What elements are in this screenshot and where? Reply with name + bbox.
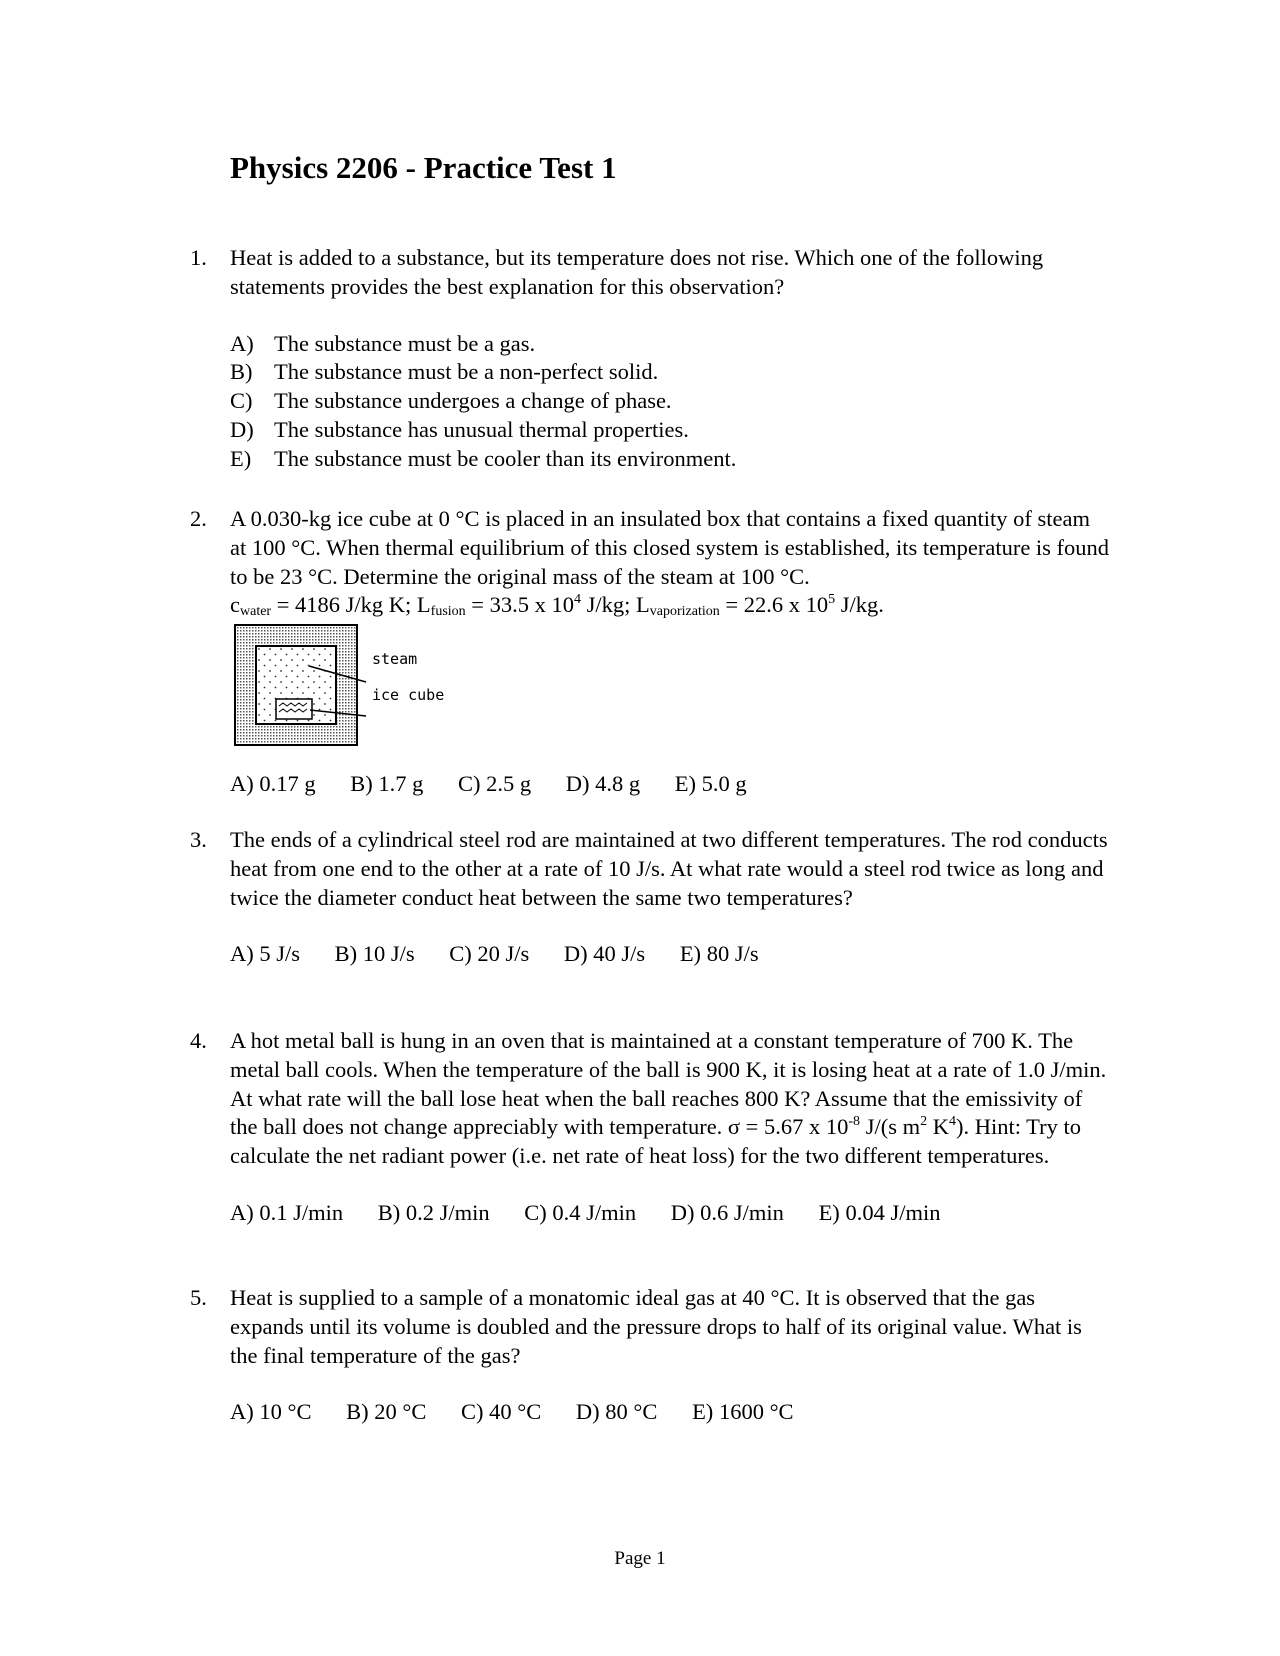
answer-option-a: A) 0.1 J/min <box>230 1199 344 1225</box>
question-2 <box>190 505 1110 620</box>
answer-option-e: E) The substance must be cooler than its environment. <box>230 445 737 471</box>
question-number: 5. <box>190 1285 207 1310</box>
question-5 <box>190 1284 1110 1427</box>
question-text: The ends of a cylindrical steel rod are maintained at two different temperatures. The rod conducts heat from one end to the other at a rate of 10 J/s. At what rate would a steel rod twice as long and twice the diameter conduct heat between the same two temperatures? <box>230 827 1108 910</box>
answer-option-a: A) The substance must be a gas. <box>230 330 536 356</box>
answer-options <box>230 330 1110 474</box>
question-text: A hot metal ball is hung in an oven that is maintained at a constant temperature of 700 K. The metal ball cools. When the temperature of the ball is 900 K, it is losing heat at a rate of 1.0 J/min. At what rate will the ball lose heat when the ball reaches 800 K? Assume that the emissivity of the ball does not change appreciably with temperature. σ = 5.67 x $10^{-8}$ J/(s $m^2$ $K^4$). Hint: Try to calculate the net radiant power (i.e. net rate of heat loss) for the two different temperatures. <box>230 1028 1107 1169</box>
question-text: A 0.030-kg ice cube at 0 °C is placed in an insulated box that contains a fixed quantity of steam at 100 °C. When thermal equilibrium of this closed system is established, its temperature is found to be 23 °C. Determine the original mass of the steam at 100 °C. <box>230 506 1110 589</box>
question-4 <box>190 1027 1110 1228</box>
answer-options <box>230 1199 1110 1228</box>
insulated-box-figure <box>234 624 464 748</box>
page-number: Page 1 <box>614 1548 666 1569</box>
answer-option-b: B) 20 °C <box>346 1399 427 1425</box>
answer-option-b: B) 0.2 J/min <box>377 1199 490 1225</box>
question-number: 1. <box>190 245 207 270</box>
answer-option-c: C) 40 °C <box>461 1399 542 1425</box>
question-1 <box>190 244 1110 474</box>
question-text: Heat is added to a substance, but its temperature does not rise. Which one of the following statements provides the best explanation for this observation? <box>230 245 1044 299</box>
answer-option-a: A) 10 °C <box>230 1399 312 1425</box>
answer-option-c: C) 2.5 g <box>458 771 532 796</box>
answer-option-a: A) 0.17 g <box>230 771 316 796</box>
answer-option-d: D) The substance has unusual thermal properties. <box>230 416 689 442</box>
answer-option-b: B) 1.7 g <box>350 771 424 796</box>
steam-label: steam <box>372 650 418 668</box>
question-number: 4. <box>190 1028 207 1053</box>
question-3 <box>190 826 1110 969</box>
answer-option-b: B) The substance must be a non-perfect solid. <box>230 359 659 385</box>
answer-option-d: D) 40 J/s <box>563 941 646 967</box>
answer-options <box>230 1398 1110 1427</box>
answer-option-e: E) 0.04 J/min <box>818 1199 941 1225</box>
answer-option-e: E) 80 J/s <box>679 941 759 967</box>
constants-line: $c_{water} = 4186$ J/kg K; $L_{fusion} = 33.5$ x $10^4$ J/kg; $L_{vaporization} = 22.6$ x $10^5$ J/kg. <box>230 592 884 620</box>
question-number: 3. <box>190 827 207 852</box>
answer-options <box>230 940 1110 969</box>
answer-option-e: E) 5.0 g <box>674 771 747 796</box>
answer-options <box>230 770 1110 799</box>
answer-option-c: C) The substance undergoes a change of phase. <box>230 388 672 414</box>
answer-option-d: D) 80 °C <box>575 1399 658 1425</box>
answer-option-d: D) 0.6 J/min <box>670 1199 784 1225</box>
answer-option-d: D) 4.8 g <box>565 771 641 796</box>
page-title: Physics 2206 - Practice Test 1 <box>230 150 617 185</box>
question-2-options <box>190 770 1110 799</box>
question-text: Heat is supplied to a sample of a monatomic ideal gas at 40 °C. It is observed that the gas expands until its volume is doubled and the pressure drops to half of its original value. What is the final temperature of the gas? <box>230 1285 1082 1368</box>
answer-option-c: C) 20 J/s <box>449 941 530 967</box>
answer-option-c: C) 0.4 J/min <box>524 1199 637 1225</box>
ice-cube-label: ice cube <box>372 686 445 704</box>
answer-option-a: A) 5 J/s <box>230 941 301 967</box>
answer-option-b: B) 10 J/s <box>334 941 415 967</box>
answer-option-e: E) 1600 °C <box>692 1399 794 1425</box>
question-number: 2. <box>190 506 207 531</box>
